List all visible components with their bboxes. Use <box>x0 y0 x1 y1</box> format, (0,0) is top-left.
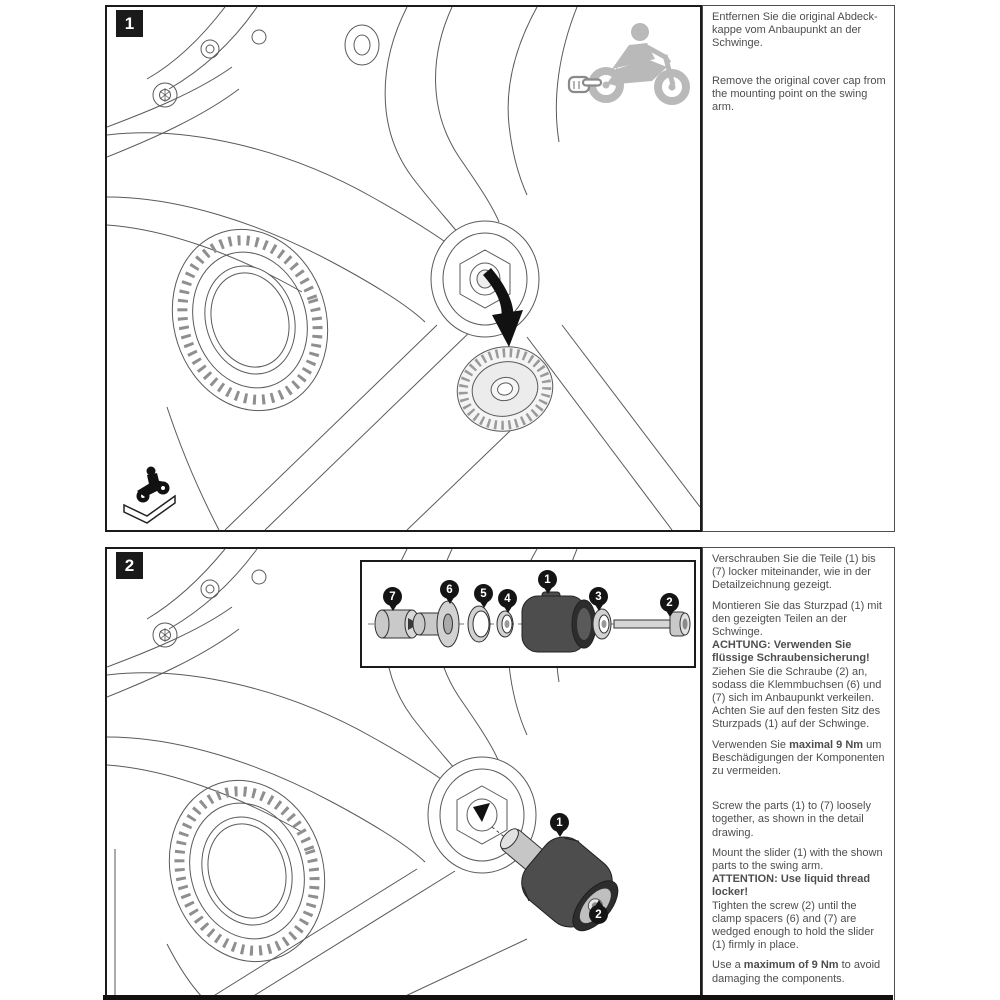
step-1-text-en: Remove the original cover cap from the mounting point on the swing arm. <box>712 74 886 114</box>
assembly-label-2: 2 <box>589 905 608 924</box>
step-2-en-p2: Mount the slider (1) with the shown parts to the swing arm. <box>712 846 883 873</box>
assembly-label-1: 1 <box>550 813 569 832</box>
rear-wheel <box>149 209 350 431</box>
step-2-panel <box>105 547 702 1000</box>
language-separator <box>712 58 886 75</box>
step-2-de-p3: Ziehen Sie die Schraube (2) an, sodass die Klemmbuchsen (6) und (7) sich im Anbaupunkt verkeilen. Achten Sie auf den festen Sitz des Sturzpads (1) auf der Schwinge. <box>712 665 882 731</box>
part-5-ring <box>468 606 490 642</box>
part-2-screw <box>614 612 690 636</box>
parts-detail-box <box>360 560 696 668</box>
step-1-instructions <box>702 5 895 532</box>
part-label-4: 4 <box>498 589 517 608</box>
step-2-en-p3: Tighten the screw (2) until the clamp spacers (6) and (7) are wedged enough to hold the slider (1) firmly in place. <box>712 899 875 952</box>
part-1-slider-pad <box>522 592 596 652</box>
step-2-en-warning: ATTENTION: Use liquid thread locker! <box>712 873 871 899</box>
part-4-washer <box>497 611 513 637</box>
part-label-1: 1 <box>538 570 557 589</box>
step-2-en-p4: Use a maximum of 9 Nm to avoid damaging the components. <box>712 959 881 985</box>
part-label-6: 6 <box>440 580 459 599</box>
bottom-black-bar <box>103 995 893 1000</box>
step-2-de-p4: Verwenden Sie maximal 9 Nm um Beschädigungen der Komponenten zu vermeiden. <box>712 738 885 778</box>
step-1-number-badge: 1 <box>116 10 143 37</box>
step-2-number-badge: 2 <box>116 552 143 579</box>
exploded-parts-drawing <box>362 562 694 666</box>
slider-assembly <box>496 825 631 945</box>
step-1-text-de: Entfernen Sie die original Abdeck-kappe vom Anbaupunkt an der Schwinge. <box>712 11 878 50</box>
riding-direction-icon <box>124 467 175 524</box>
step-2-de-warning: ACHTUNG: Verwenden Sie flüssige Schraubensicherung! <box>712 639 870 665</box>
part-label-3: 3 <box>589 587 608 606</box>
part-label-2: 2 <box>660 593 679 612</box>
step-1-illustration <box>107 7 700 530</box>
part-7-clamp-spacer <box>375 610 419 638</box>
language-separator <box>712 785 886 800</box>
part-6-clamp-spacer <box>413 601 459 647</box>
step-2-de-p1: Verschrauben Sie die Teile (1) bis (7) locker miteinander, wie in der Detailzeichnung gezeigt. <box>712 553 876 592</box>
step-2-de-p2: Montieren Sie das Sturzpad (1) mit den gezeigten Teilen an der Schwinge. <box>712 599 882 639</box>
part-label-5: 5 <box>474 584 493 603</box>
motorcycle-locator-icon <box>592 23 686 101</box>
part-3-washer <box>593 609 611 639</box>
swing-arm-mount-point <box>431 221 539 337</box>
rear-wheel <box>146 760 347 982</box>
part-label-7: 7 <box>383 587 402 606</box>
step-2-instructions <box>702 547 895 1000</box>
step-1-panel <box>105 5 702 532</box>
cover-cap <box>449 338 560 440</box>
step-2-en-p1: Screw the parts (1) to (7) loosely together, as shown in the detail drawing. <box>712 800 871 839</box>
